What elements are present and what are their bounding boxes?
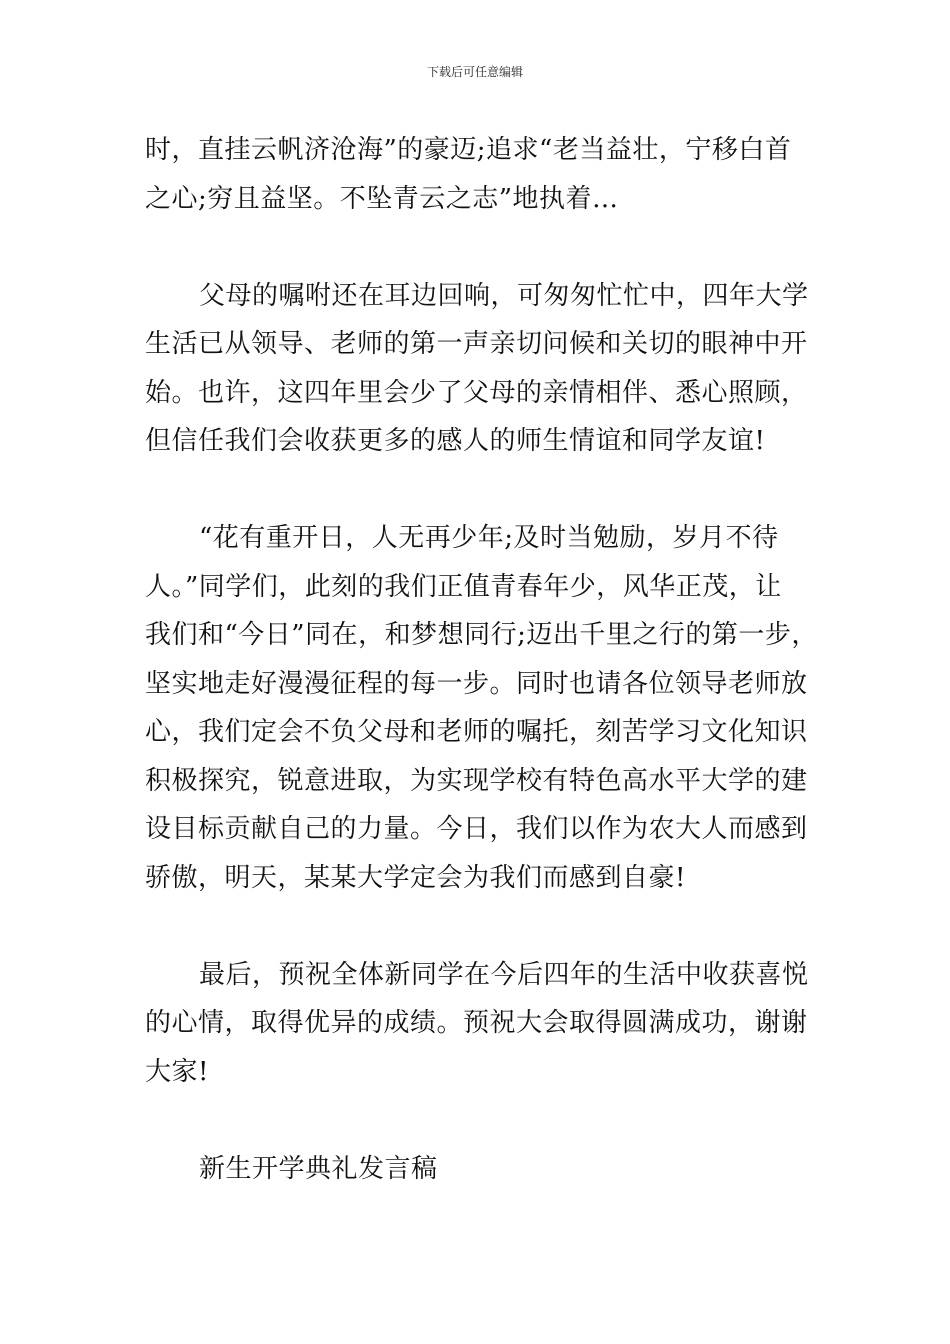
text-line: 新生开学典礼发言稿 [199,1153,438,1184]
paragraph-youth [145,514,818,902]
text-line: 最后，预祝全体新同学在今后四年的生活中收获喜悦 [199,959,809,990]
text-line: 人。”同学们，此刻的我们正值青春年少，风华正茂，让 [145,571,782,602]
text-line: 的心情，取得优异的成绩。预祝大会取得圆满成功，谢谢 [145,1008,808,1038]
text-line: 坚实地走好漫漫征程的每一步。同时也请各位领导老师放 [145,668,808,699]
paragraph-continuation [145,126,815,223]
paragraph-parents [145,272,815,466]
text-line: 生活已从领导、老师的第一声亲切问候和关切的眼神中开 [145,329,808,359]
text-line: 心，我们定会不负父母和老师的嘱托，刻苦学习文化知识 [145,717,808,747]
text-line: 积极探究，锐意进取，为实现学校有特色高水平大学的建 [145,765,808,796]
text-line: 父母的嘱咐还在耳边回响，可匆匆忙忙中，四年大学 [199,280,809,311]
text-line: 设目标贡献自己的力量。今日，我们以作为农大人而感到 [145,814,808,844]
section-title [145,1145,815,1194]
text-line: 骄傲，明天，某某大学定会为我们而感到自豪! [145,862,686,893]
text-line: 时，直挂云帆济沧海”的豪迈;追求“老当益壮，宁移白首 [145,135,792,165]
document-body [145,126,818,1193]
text-line: 但信任我们会收获更多的感人的师生情谊和同学友谊! [145,426,766,456]
page-header-note: 下载后可任意编辑 [426,65,523,79]
paragraph-closing [145,951,815,1097]
text-line: 始。也许，这四年里会少了父母的亲情相伴、悉心照顾， [145,377,808,408]
text-line: “花有重开日，人无再少年;及时当勉励，岁月不待 [199,523,779,553]
text-line: 我们和“今日”同在，和梦想同行;迈出千里之行的第一步， [145,620,818,650]
text-line: 大家! [145,1056,209,1087]
text-line: 之心;穷且益坚。不坠青云之志”地执着… [145,183,619,214]
